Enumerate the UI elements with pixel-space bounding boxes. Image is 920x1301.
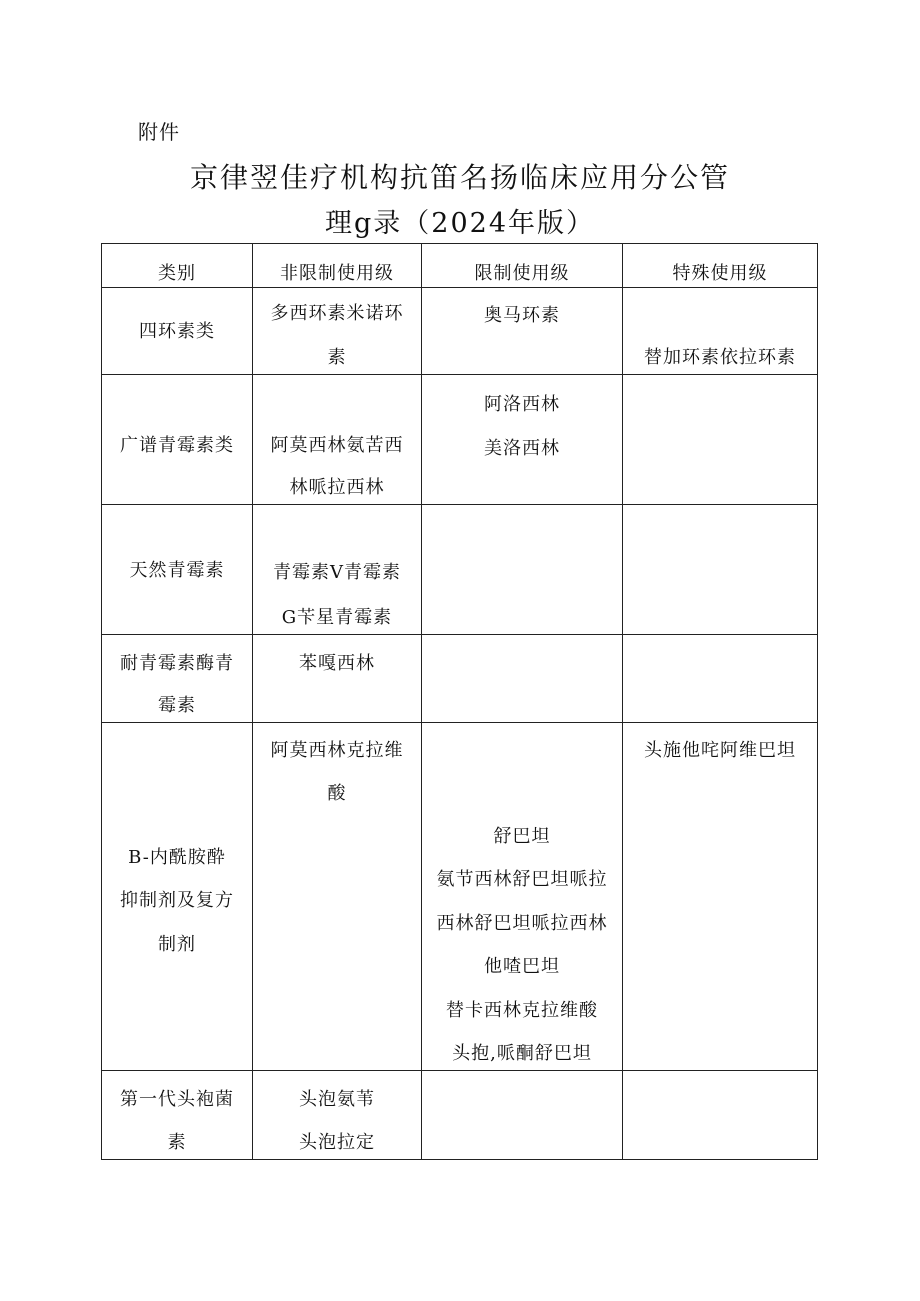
- header-restricted: 限制使用级: [474, 263, 570, 284]
- row2-non-restricted: 阿莫西林氨苦西: [270, 435, 404, 456]
- row5-non-restricted: 阿莫西林克拉维: [270, 740, 404, 761]
- header-special: 特殊使用级: [672, 263, 768, 284]
- row4-category: 耐青霉素酶青: [120, 653, 234, 674]
- row5-restricted: 他喳巴坦: [484, 956, 560, 977]
- row3-non-restricted: 青霉素V青霉素: [273, 562, 401, 583]
- row4-category: 霉素: [158, 695, 196, 716]
- row2-restricted: 美洛西林: [484, 438, 560, 459]
- row1-special: 替加环素依拉环素: [644, 347, 796, 368]
- row3-category: 天然青霉素: [129, 560, 225, 581]
- document-title-line1: 京律翌佳疗机构抗笛名扬临床应用分公管: [189, 161, 730, 194]
- row6-non-restricted: 头泡拉定: [299, 1132, 375, 1153]
- row5-non-restricted: 酸: [327, 783, 347, 804]
- row5-restricted: 西林舒巴坦哌拉西林: [436, 913, 608, 934]
- table-column-divider: [252, 243, 253, 1160]
- header-category: 类别: [158, 263, 196, 284]
- row5-category: B-内酰胺酔: [128, 847, 226, 868]
- row5-restricted: 氨节西林舒巴坦哌拉: [436, 869, 608, 890]
- row5-special: 头施他咤阿维巴坦: [644, 740, 796, 761]
- row4-non-restricted: 苯嘎西林: [299, 653, 375, 674]
- row1-non-restricted: 素: [327, 347, 347, 368]
- table-border-right: [817, 243, 818, 1160]
- row1-non-restricted: 多西环素米诺环: [270, 303, 404, 324]
- row5-restricted: 替卡西林克拉维酸: [446, 1000, 598, 1021]
- row5-restricted: 舒巴坦: [493, 826, 551, 847]
- row1-category: 四环素类: [139, 321, 215, 342]
- header-non-restricted: 非限制使用级: [280, 263, 394, 284]
- row2-category: 广谱青霉素类: [120, 435, 234, 456]
- table-divider: [101, 634, 818, 635]
- row5-restricted: 头抱,哌酮舒巴坦: [452, 1043, 592, 1064]
- row6-category: 第一代头袍菌: [120, 1089, 234, 1110]
- document-title-line2: 理g录（2024年版）: [325, 208, 595, 239]
- row1-restricted: 奥马环素: [484, 305, 560, 326]
- attachment-label: 附件: [138, 120, 180, 144]
- table-column-divider: [622, 243, 623, 1160]
- row6-non-restricted: 头泡氨苇: [299, 1089, 375, 1110]
- row5-category: 制剂: [158, 934, 196, 955]
- row2-restricted: 阿洛西林: [484, 394, 560, 415]
- table-divider: [101, 504, 818, 505]
- row3-non-restricted: G苄星青霉素: [281, 607, 393, 628]
- row2-non-restricted: 林哌拉西林: [289, 477, 385, 498]
- row5-category: 抑制剂及复方: [120, 890, 234, 911]
- row6-category: 素: [167, 1132, 187, 1153]
- table-border-top: [101, 243, 818, 244]
